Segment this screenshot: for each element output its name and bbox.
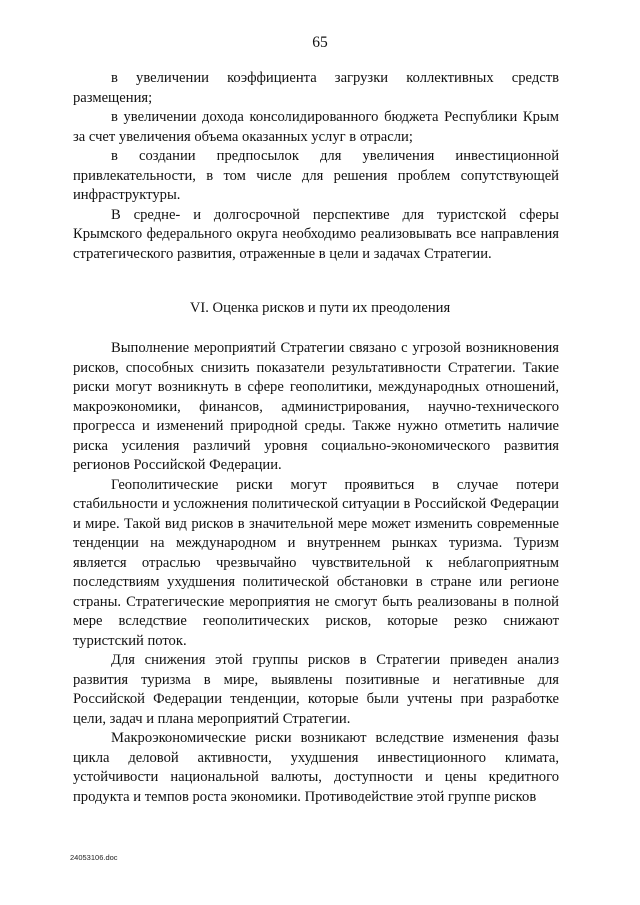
section-heading: VI. Оценка рисков и пути их преодоления	[189, 300, 451, 316]
intro-text-block	[73, 69, 559, 264]
paragraph: Для снижения этой группы рисков в Стратегии приведен анализ развития туризма в мире, выявлены позитивные и негативные для Российской Федерации тенденции, которые были учтены при разработке цели, задач и плана мероприятий Стратегии.	[73, 652, 559, 727]
paragraph: в создании предпосылок для увеличения инвестиционной привлекательности, в том числе для решения проблем сопутствующей инфраструктуры.	[73, 148, 559, 203]
paragraph: в увеличении дохода консолидированного бюджета Республики Крым за счет увеличения объема оказанных услуг в отрасли;	[73, 109, 559, 145]
paragraph: В средне- и долгосрочной перспективе для туристской сферы Крымского федерального округа необходимо реализовывать все направления стратегического развития, отраженные в цели и задачах Стратегии.	[73, 206, 559, 262]
paragraph: в увеличении коэффициента загрузки коллективных средств размещения;	[73, 70, 559, 106]
paragraph: Макроэкономические риски возникают вследствие изменения фазы цикла деловой активности, ухудшения инвестиционного климата, устойчивости национальной валюты, доступности и цены кредитного продукта и темпов роста экономики. Противодействие этой группе рисков	[73, 730, 559, 805]
page-number: 65	[312, 34, 328, 51]
paragraph: Геополитические риски могут проявиться в случае потери стабильности и усложнения политической ситуации в Российской Федерации и мире. Такой вид рисков в значительной мере может изменить современные тенденции на международном и внутреннем рынках туризма. Туризм является отраслью чрезвычайно чувствительной к неблагоприятным последствиям ухудшения политической обстановки в стране или регионе страны. Стратегические мероприятия не смогут быть реализованы в полной мере вследствие геополитических рисков, которые резко снижают туристский поток.	[73, 476, 559, 649]
risks-text-block	[73, 339, 559, 807]
footer-filename: 24053106.doc	[70, 853, 118, 862]
paragraph: Выполнение мероприятий Стратегии связано с угрозой возникновения рисков, способных снизить показатели результативности Стратегии. Такие риски могут возникнуть в сфере геополитики, международных отношений, макроэкономики, финансов, администрирования, научно-технического прогресса и изменений природной среды. Также нужно отметить наличие риска усиления различий уровня социально-экономического развития регионов Российской Федерации.	[73, 340, 559, 473]
